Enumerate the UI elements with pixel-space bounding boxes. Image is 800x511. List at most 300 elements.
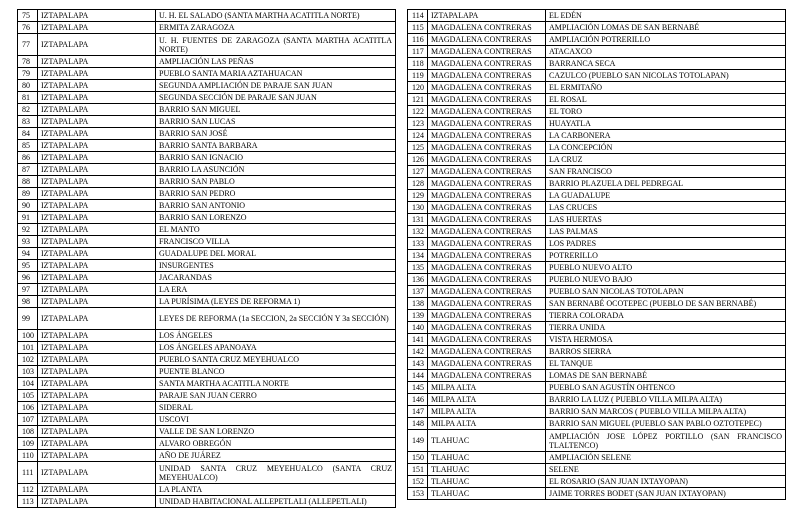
row-number: 105 [18, 390, 38, 402]
table-row [408, 46, 786, 58]
row-colonia: LEYES DE REFORMA (1a SECCION, 2a SECCIÓN Y 3a SECCIÓN) [156, 308, 396, 330]
table-row [18, 450, 396, 462]
row-number: 79 [18, 68, 38, 80]
row-delegacion: MAGDALENA CONTRERAS [428, 106, 546, 118]
table-row [408, 358, 786, 370]
row-number: 83 [18, 116, 38, 128]
row-colonia: BARRIO SAN LORENZO [156, 212, 396, 224]
row-colonia: JAIME TORRES BODET (SAN JUAN IXTAYOPAN) [546, 488, 786, 500]
row-delegacion: IZTAPALAPA [38, 248, 156, 260]
left-table-body [18, 10, 396, 508]
row-colonia: INSURGENTES [156, 260, 396, 272]
row-colonia: SEGUNDA AMPLIACIÓN DE PARAJE SAN JUAN [156, 80, 396, 92]
row-number: 148 [408, 418, 428, 430]
table-row [18, 378, 396, 390]
row-number: 113 [18, 496, 38, 508]
table-row [18, 200, 396, 212]
row-number: 90 [18, 200, 38, 212]
row-colonia: LAS HUERTAS [546, 214, 786, 226]
row-delegacion: MILPA ALTA [428, 382, 546, 394]
row-colonia: BARRIO SAN MIGUEL (PUEBLO SAN PABLO OZTOTEPEC) [546, 418, 786, 430]
row-number: 145 [408, 382, 428, 394]
table-row [18, 116, 396, 128]
row-delegacion: MAGDALENA CONTRERAS [428, 118, 546, 130]
table-row [408, 34, 786, 46]
table-row [408, 166, 786, 178]
row-delegacion: IZTAPALAPA [38, 200, 156, 212]
row-number: 78 [18, 56, 38, 68]
row-delegacion: IZTAPALAPA [38, 92, 156, 104]
row-colonia: PUENTE BLANCO [156, 366, 396, 378]
table-row [408, 406, 786, 418]
row-delegacion: MAGDALENA CONTRERAS [428, 370, 546, 382]
row-colonia: LA CONCEPCIÓN [546, 142, 786, 154]
row-colonia: LOMAS DE SAN BERNABÉ [546, 370, 786, 382]
row-number: 153 [408, 488, 428, 500]
row-delegacion: IZTAPALAPA [38, 366, 156, 378]
row-number: 88 [18, 176, 38, 188]
row-number: 127 [408, 166, 428, 178]
row-delegacion: IZTAPALAPA [38, 10, 156, 22]
row-colonia: LOS PADRES [546, 238, 786, 250]
row-colonia: BARRIO SAN MARCOS ( PUEBLO VILLA MILPA ALTA) [546, 406, 786, 418]
row-delegacion: TLAHUAC [428, 452, 546, 464]
table-row [18, 426, 396, 438]
table-row [408, 322, 786, 334]
row-number: 118 [408, 58, 428, 70]
row-delegacion: MAGDALENA CONTRERAS [428, 202, 546, 214]
row-colonia: ALVARO OBREGÓN [156, 438, 396, 450]
table-row [408, 394, 786, 406]
row-number: 84 [18, 128, 38, 140]
row-colonia: GUADALUPE DEL MORAL [156, 248, 396, 260]
row-delegacion: MAGDALENA CONTRERAS [428, 178, 546, 190]
row-delegacion: MAGDALENA CONTRERAS [428, 358, 546, 370]
table-row [18, 34, 396, 56]
row-delegacion: IZTAPALAPA [38, 22, 156, 34]
row-delegacion: IZTAPALAPA [38, 296, 156, 308]
row-delegacion: IZTAPALAPA [38, 414, 156, 426]
row-number: 85 [18, 140, 38, 152]
row-colonia: PUEBLO SAN NICOLAS TOTOLAPAN [546, 286, 786, 298]
table-row [408, 82, 786, 94]
table-row [18, 390, 396, 402]
table-row [18, 128, 396, 140]
row-number: 77 [18, 34, 38, 56]
row-number: 115 [408, 22, 428, 34]
row-colonia: JACARANDAS [156, 272, 396, 284]
row-colonia: VALLE DE SAN LORENZO [156, 426, 396, 438]
table-row [408, 70, 786, 82]
row-number: 101 [18, 342, 38, 354]
row-delegacion: MAGDALENA CONTRERAS [428, 166, 546, 178]
row-number: 140 [408, 322, 428, 334]
row-colonia: SANTA MARTHA ACATITLA NORTE [156, 378, 396, 390]
row-delegacion: MAGDALENA CONTRERAS [428, 310, 546, 322]
row-colonia: LOS ÁNGELES [156, 330, 396, 342]
table-row [408, 452, 786, 464]
table-row [18, 284, 396, 296]
row-colonia: AMPLIACIÓN JOSE LÓPEZ PORTILLO (SAN FRANCISCO TLALTENCO) [546, 430, 786, 452]
row-delegacion: MAGDALENA CONTRERAS [428, 46, 546, 58]
table-row [18, 272, 396, 284]
row-number: 138 [408, 298, 428, 310]
table-row [408, 94, 786, 106]
row-number: 97 [18, 284, 38, 296]
table-row [18, 22, 396, 34]
row-number: 80 [18, 80, 38, 92]
row-colonia: TIERRA UNIDA [546, 322, 786, 334]
row-number: 89 [18, 188, 38, 200]
row-number: 146 [408, 394, 428, 406]
row-number: 116 [408, 34, 428, 46]
row-delegacion: MAGDALENA CONTRERAS [428, 250, 546, 262]
row-colonia: HUAYATLA [546, 118, 786, 130]
row-colonia: LA PURÍSIMA (LEYES DE REFORMA 1) [156, 296, 396, 308]
table-row [18, 260, 396, 272]
row-delegacion: IZTAPALAPA [38, 34, 156, 56]
row-colonia: AÑO DE JUÁREZ [156, 450, 396, 462]
row-colonia: SAN FRANCISCO [546, 166, 786, 178]
row-colonia: PUEBLO SANTA MARIA AZTAHUACAN [156, 68, 396, 80]
table-row [408, 382, 786, 394]
row-number: 91 [18, 212, 38, 224]
row-delegacion: MAGDALENA CONTRERAS [428, 142, 546, 154]
row-number: 134 [408, 250, 428, 262]
table-row [18, 176, 396, 188]
row-delegacion: IZTAPALAPA [38, 284, 156, 296]
row-number: 137 [408, 286, 428, 298]
row-number: 147 [408, 406, 428, 418]
row-delegacion: MAGDALENA CONTRERAS [428, 94, 546, 106]
row-colonia: EL ROSARIO (SAN JUAN IXTAYOPAN) [546, 476, 786, 488]
row-number: 109 [18, 438, 38, 450]
table-row [408, 464, 786, 476]
row-number: 112 [18, 484, 38, 496]
table-row [18, 354, 396, 366]
row-number: 92 [18, 224, 38, 236]
table-row [408, 178, 786, 190]
row-number: 136 [408, 274, 428, 286]
table-row [408, 202, 786, 214]
table-row [18, 438, 396, 450]
row-colonia: PARAJE SAN JUAN CERRO [156, 390, 396, 402]
row-delegacion: IZTAPALAPA [38, 330, 156, 342]
row-colonia: PUEBLO SAN AGUSTÍN OHTENCO [546, 382, 786, 394]
table-row [408, 310, 786, 322]
row-delegacion: IZTAPALAPA [38, 176, 156, 188]
row-number: 124 [408, 130, 428, 142]
row-delegacion: IZTAPALAPA [38, 308, 156, 330]
row-colonia: EL EDÉN [546, 10, 786, 22]
row-colonia: LA PLANTA [156, 484, 396, 496]
row-colonia: BARRIO SANTA BARBARA [156, 140, 396, 152]
row-colonia: LOS ÁNGELES APANOAYA [156, 342, 396, 354]
row-delegacion: IZTAPALAPA [38, 140, 156, 152]
row-delegacion: IZTAPALAPA [38, 56, 156, 68]
row-colonia: U. H. EL SALADO (SANTA MARTHA ACATITLA NORTE) [156, 10, 396, 22]
row-colonia: LAS CRUCES [546, 202, 786, 214]
row-colonia: USCOVI [156, 414, 396, 426]
table-row [18, 188, 396, 200]
row-colonia: AMPLIACIÓN SELENE [546, 452, 786, 464]
row-delegacion: MAGDALENA CONTRERAS [428, 154, 546, 166]
table-row [18, 462, 396, 484]
right-table-body [408, 10, 786, 500]
row-colonia: SIDERAL [156, 402, 396, 414]
row-delegacion: MAGDALENA CONTRERAS [428, 214, 546, 226]
row-delegacion: IZTAPALAPA [38, 390, 156, 402]
row-colonia: LA CRUZ [546, 154, 786, 166]
row-colonia: EL ROSAL [546, 94, 786, 106]
table-row [18, 342, 396, 354]
row-delegacion: IZTAPALAPA [38, 68, 156, 80]
right-colonias-table [407, 9, 786, 500]
row-delegacion: IZTAPALAPA [38, 462, 156, 484]
row-colonia: SAN BERNABÉ OCOTEPEC (PUEBLO DE SAN BERNABÉ) [546, 298, 786, 310]
table-row [18, 80, 396, 92]
table-row [408, 106, 786, 118]
row-number: 149 [408, 430, 428, 452]
table-row [18, 104, 396, 116]
row-delegacion: IZTAPALAPA [38, 496, 156, 508]
table-row [408, 298, 786, 310]
row-delegacion: MAGDALENA CONTRERAS [428, 130, 546, 142]
row-number: 139 [408, 310, 428, 322]
row-colonia: ERMITA ZARAGOZA [156, 22, 396, 34]
row-number: 143 [408, 358, 428, 370]
table-row [18, 152, 396, 164]
row-delegacion: IZTAPALAPA [38, 224, 156, 236]
row-number: 104 [18, 378, 38, 390]
row-delegacion: MAGDALENA CONTRERAS [428, 226, 546, 238]
row-delegacion: IZTAPALAPA [38, 236, 156, 248]
row-colonia: VISTA HERMOSA [546, 334, 786, 346]
table-row [18, 164, 396, 176]
row-colonia: BARRIO SAN PABLO [156, 176, 396, 188]
row-number: 82 [18, 104, 38, 116]
row-number: 87 [18, 164, 38, 176]
row-delegacion: MILPA ALTA [428, 406, 546, 418]
row-colonia: U. H. FUENTES DE ZARAGOZA (SANTA MARTHA ACATITLA NORTE) [156, 34, 396, 56]
row-delegacion: TLAHUAC [428, 430, 546, 452]
row-delegacion: TLAHUAC [428, 488, 546, 500]
row-delegacion: IZTAPALAPA [38, 450, 156, 462]
table-row [18, 236, 396, 248]
row-delegacion: IZTAPALAPA [38, 484, 156, 496]
row-number: 99 [18, 308, 38, 330]
table-row [408, 58, 786, 70]
row-colonia: BARRIO PLAZUELA DEL PEDREGAL [546, 178, 786, 190]
table-row [408, 286, 786, 298]
row-delegacion: IZTAPALAPA [38, 438, 156, 450]
row-delegacion: IZTAPALAPA [38, 378, 156, 390]
row-delegacion: MAGDALENA CONTRERAS [428, 334, 546, 346]
row-number: 122 [408, 106, 428, 118]
table-row [408, 118, 786, 130]
row-number: 111 [18, 462, 38, 484]
row-delegacion: IZTAPALAPA [428, 10, 546, 22]
table-row [18, 496, 396, 508]
row-number: 129 [408, 190, 428, 202]
row-delegacion: TLAHUAC [428, 464, 546, 476]
row-number: 117 [408, 46, 428, 58]
row-number: 106 [18, 402, 38, 414]
table-row [408, 190, 786, 202]
row-number: 120 [408, 82, 428, 94]
row-colonia: LA CARBONERA [546, 130, 786, 142]
row-delegacion: IZTAPALAPA [38, 354, 156, 366]
row-number: 142 [408, 346, 428, 358]
row-number: 95 [18, 260, 38, 272]
row-colonia: UNIDAD HABITACIONAL ALLEPETLALI (ALLEPETLALI) [156, 496, 396, 508]
row-delegacion: IZTAPALAPA [38, 402, 156, 414]
row-number: 128 [408, 178, 428, 190]
table-row [18, 414, 396, 426]
row-colonia: FRANCISCO VILLA [156, 236, 396, 248]
table-row [18, 10, 396, 22]
row-colonia: UNIDAD SANTA CRUZ MEYEHUALCO (SANTA CRUZ MEYEHUALCO) [156, 462, 396, 484]
table-row [408, 22, 786, 34]
row-delegacion: IZTAPALAPA [38, 188, 156, 200]
row-colonia: AMPLIACIÓN POTRERILLO [546, 34, 786, 46]
row-colonia: EL ERMITAÑO [546, 82, 786, 94]
row-number: 100 [18, 330, 38, 342]
left-colonias-table [17, 9, 396, 508]
row-colonia: PUEBLO NUEVO ALTO [546, 262, 786, 274]
table-row [408, 10, 786, 22]
row-delegacion: IZTAPALAPA [38, 128, 156, 140]
row-delegacion: MAGDALENA CONTRERAS [428, 274, 546, 286]
row-number: 152 [408, 476, 428, 488]
row-number: 151 [408, 464, 428, 476]
row-delegacion: MILPA ALTA [428, 394, 546, 406]
table-row [18, 68, 396, 80]
row-number: 76 [18, 22, 38, 34]
row-number: 94 [18, 248, 38, 260]
row-delegacion: IZTAPALAPA [38, 104, 156, 116]
row-number: 102 [18, 354, 38, 366]
row-colonia: EL TANQUE [546, 358, 786, 370]
table-row [408, 130, 786, 142]
row-colonia: LA ERA [156, 284, 396, 296]
row-delegacion: MAGDALENA CONTRERAS [428, 262, 546, 274]
table-row [408, 262, 786, 274]
row-delegacion: MAGDALENA CONTRERAS [428, 190, 546, 202]
row-number: 126 [408, 154, 428, 166]
row-number: 119 [408, 70, 428, 82]
table-row [408, 226, 786, 238]
table-row [408, 346, 786, 358]
table-row [18, 212, 396, 224]
row-colonia: BARRIO LA ASUNCIÓN [156, 164, 396, 176]
row-number: 132 [408, 226, 428, 238]
row-number: 135 [408, 262, 428, 274]
row-number: 93 [18, 236, 38, 248]
row-colonia: SELENE [546, 464, 786, 476]
table-row [18, 56, 396, 68]
row-colonia: BARRIO SAN JOSÉ [156, 128, 396, 140]
table-row [408, 488, 786, 500]
row-delegacion: MAGDALENA CONTRERAS [428, 22, 546, 34]
row-number: 141 [408, 334, 428, 346]
row-colonia: CAZULCO (PUEBLO SAN NICOLAS TOTOLAPAN) [546, 70, 786, 82]
row-colonia: BARROS SIERRA [546, 346, 786, 358]
row-colonia: EL MANTO [156, 224, 396, 236]
table-row [18, 366, 396, 378]
row-number: 108 [18, 426, 38, 438]
table-row [408, 430, 786, 452]
row-colonia: LA GUADALUPE [546, 190, 786, 202]
row-delegacion: IZTAPALAPA [38, 426, 156, 438]
row-number: 123 [408, 118, 428, 130]
row-number: 130 [408, 202, 428, 214]
row-number: 125 [408, 142, 428, 154]
row-delegacion: MILPA ALTA [428, 418, 546, 430]
table-row [408, 274, 786, 286]
row-delegacion: MAGDALENA CONTRERAS [428, 238, 546, 250]
row-number: 96 [18, 272, 38, 284]
row-delegacion: IZTAPALAPA [38, 80, 156, 92]
row-number: 131 [408, 214, 428, 226]
row-delegacion: MAGDALENA CONTRERAS [428, 346, 546, 358]
row-colonia: AMPLIACIÓN LAS PEÑAS [156, 56, 396, 68]
table-row [408, 476, 786, 488]
row-colonia: LAS PALMAS [546, 226, 786, 238]
row-delegacion: MAGDALENA CONTRERAS [428, 70, 546, 82]
row-colonia: PUEBLO NUEVO BAJO [546, 274, 786, 286]
table-row [18, 330, 396, 342]
table-row [408, 370, 786, 382]
table-row [18, 484, 396, 496]
row-colonia: AMPLIACIÓN LOMAS DE SAN BERNABÉ [546, 22, 786, 34]
table-row [18, 140, 396, 152]
table-row [18, 224, 396, 236]
table-row [18, 248, 396, 260]
row-delegacion: IZTAPALAPA [38, 260, 156, 272]
row-delegacion: TLAHUAC [428, 476, 546, 488]
row-delegacion: IZTAPALAPA [38, 272, 156, 284]
row-colonia: SEGUNDA SECCIÓN DE PARAJE SAN JUAN [156, 92, 396, 104]
row-delegacion: MAGDALENA CONTRERAS [428, 34, 546, 46]
row-number: 110 [18, 450, 38, 462]
row-delegacion: MAGDALENA CONTRERAS [428, 82, 546, 94]
row-delegacion: IZTAPALAPA [38, 342, 156, 354]
row-colonia: EL TORO [546, 106, 786, 118]
table-row [408, 250, 786, 262]
row-colonia: BARRIO LA LUZ ( PUEBLO VILLA MILPA ALTA) [546, 394, 786, 406]
row-number: 107 [18, 414, 38, 426]
row-delegacion: MAGDALENA CONTRERAS [428, 58, 546, 70]
table-row [408, 154, 786, 166]
row-number: 114 [408, 10, 428, 22]
table-row [18, 92, 396, 104]
row-number: 150 [408, 452, 428, 464]
table-row [18, 308, 396, 330]
table-row [408, 142, 786, 154]
row-colonia: BARRIO SAN PEDRO [156, 188, 396, 200]
row-number: 86 [18, 152, 38, 164]
row-colonia: BARRIO SAN IGNACIO [156, 152, 396, 164]
row-colonia: POTRERILLO [546, 250, 786, 262]
row-number: 144 [408, 370, 428, 382]
row-colonia: ATACAXCO [546, 46, 786, 58]
table-row [408, 214, 786, 226]
row-colonia: TIERRA COLORADA [546, 310, 786, 322]
row-number: 98 [18, 296, 38, 308]
row-delegacion: IZTAPALAPA [38, 116, 156, 128]
row-number: 75 [18, 10, 38, 22]
